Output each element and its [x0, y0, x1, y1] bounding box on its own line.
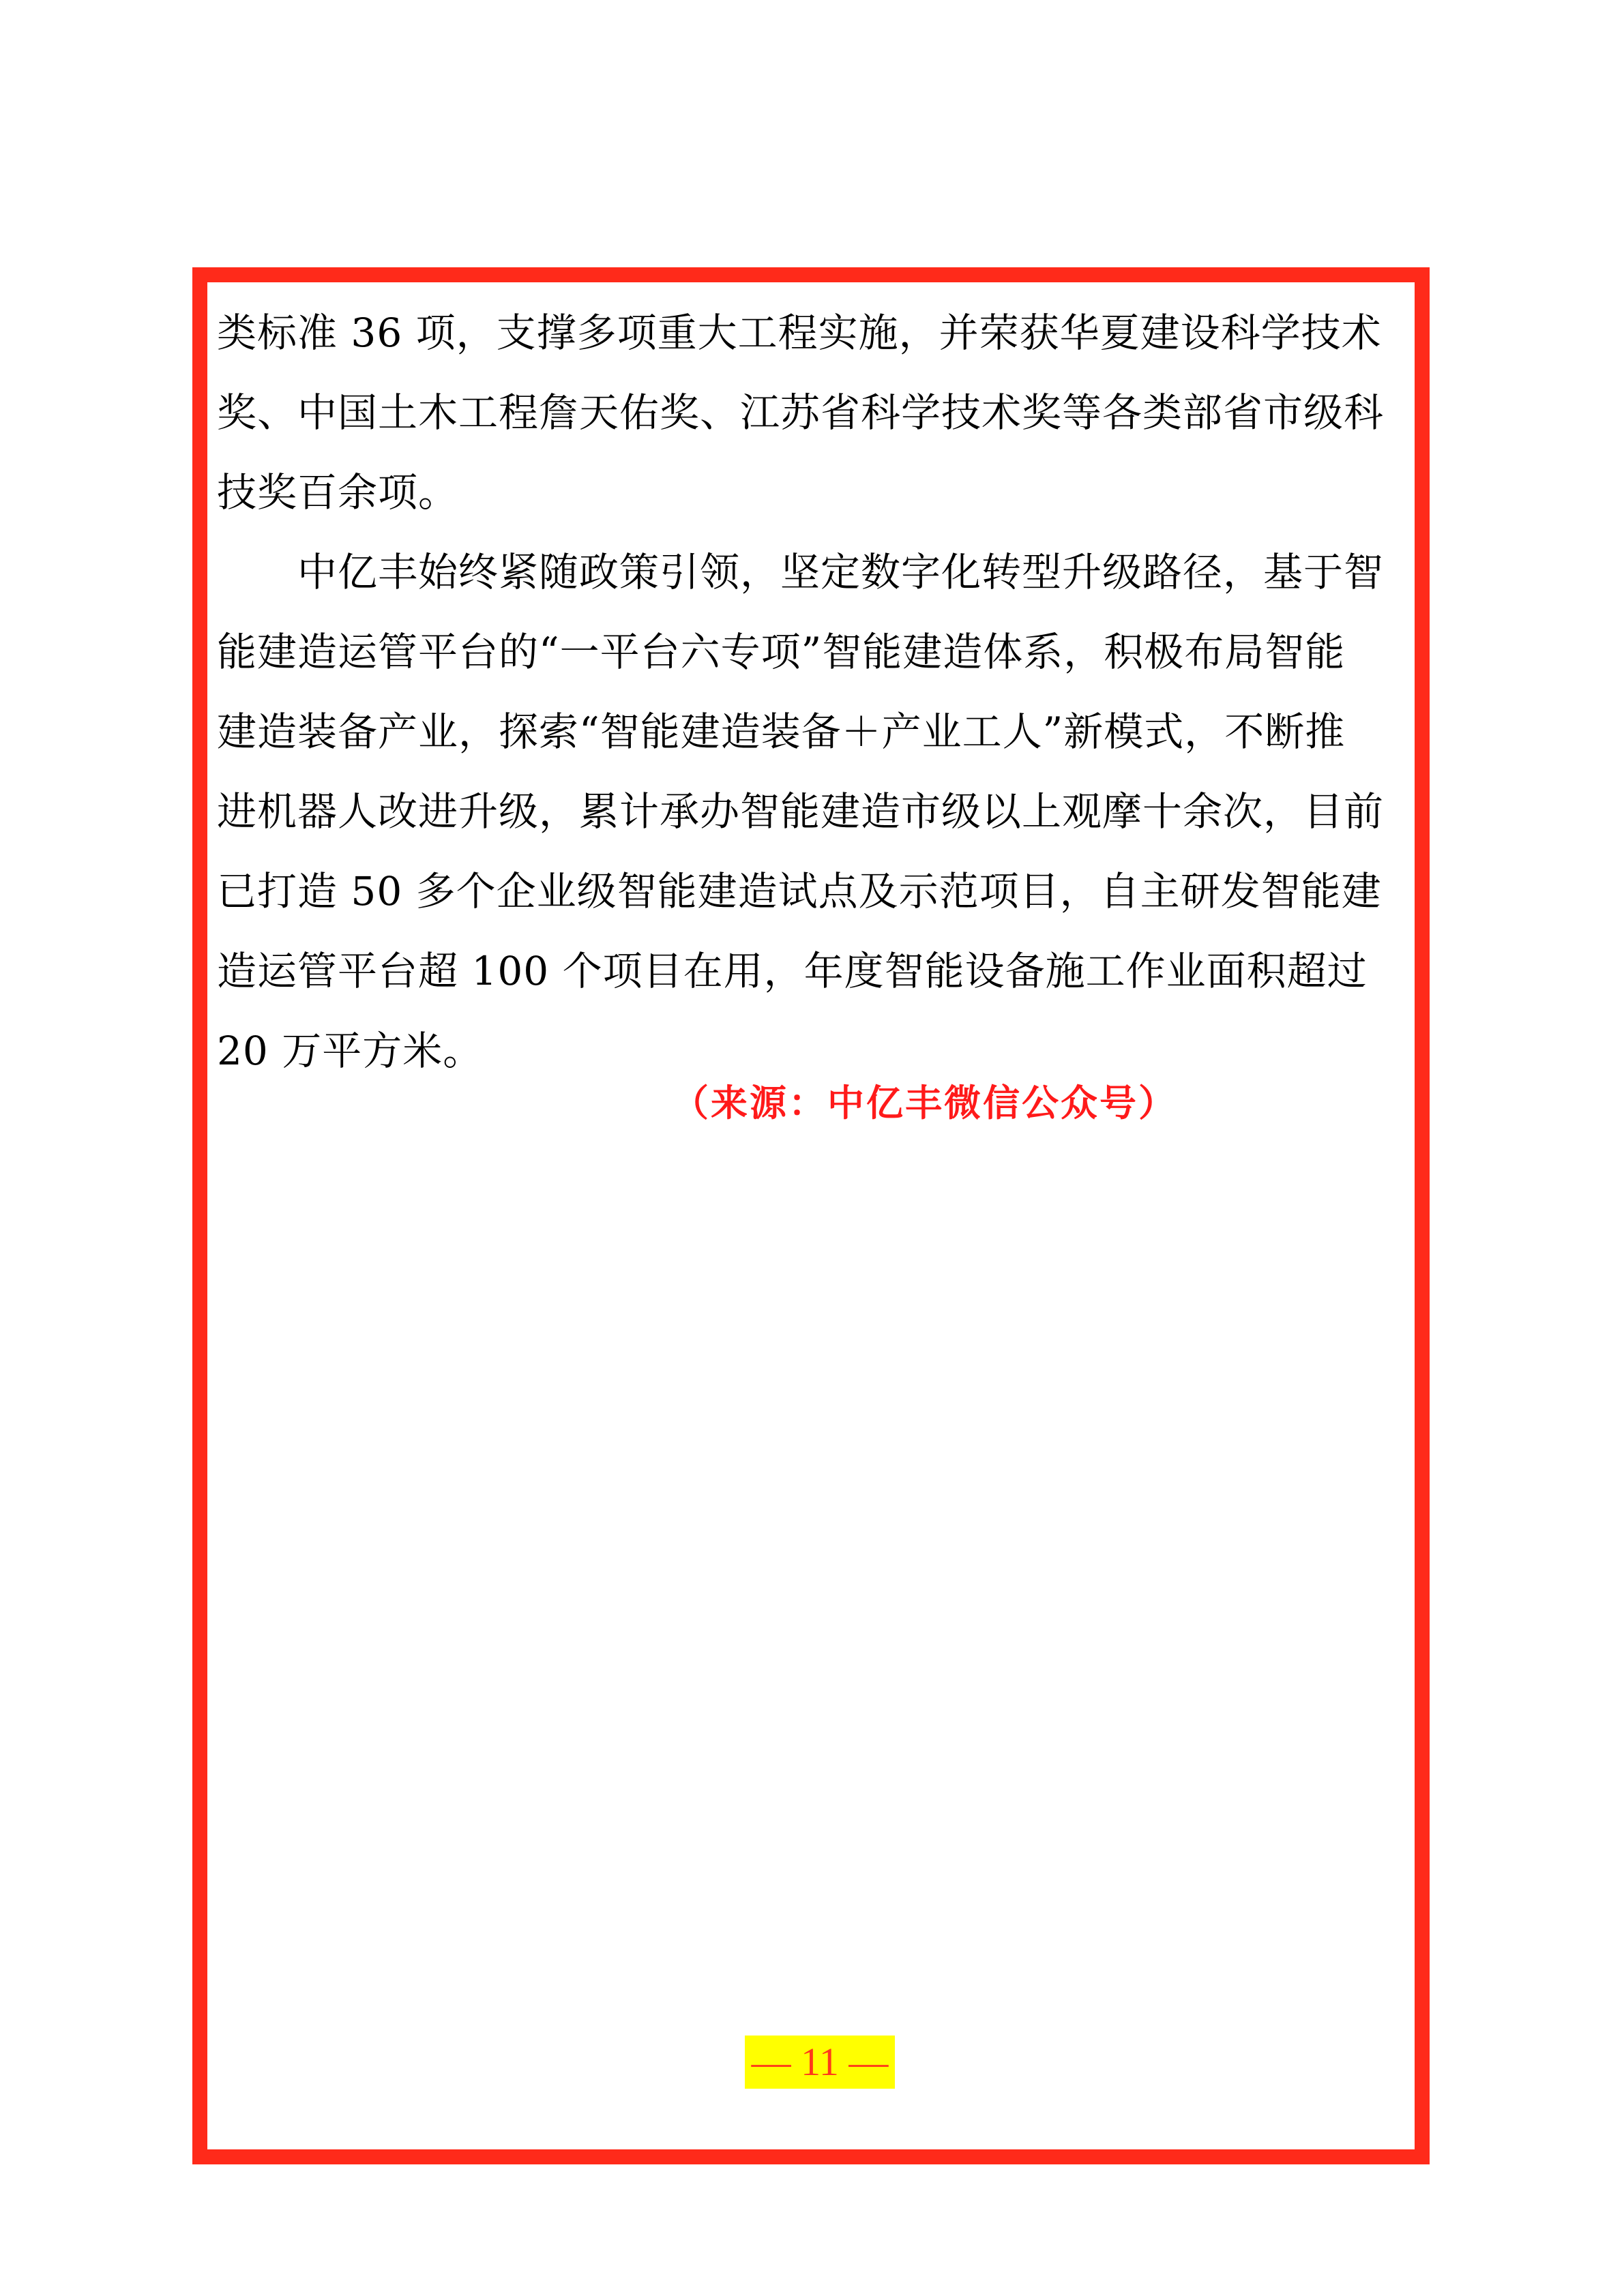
paragraph-line: 中亿丰始终紧随政策引领，坚定数字化转型升级路径，基于智 — [217, 549, 1385, 595]
document-body — [217, 293, 1411, 1091]
paragraph-line: 能建造运管平台的“一平台六专项”智能建造体系，积极布局智能 — [217, 629, 1346, 675]
paragraph-line: 20 万平方米。 — [217, 1028, 484, 1074]
paragraph-line: 造运管平台超 100 个项目在用，年度智能设备施工作业面积超过 — [217, 948, 1368, 994]
paragraph-line: 进机器人改进升级，累计承办智能建造市级以上观摩十余次，目前 — [217, 788, 1385, 835]
paragraph-line: 技奖百余项。 — [217, 469, 459, 516]
paragraph-line: 奖、中国土木工程詹天佑奖、江苏省科学技术奖等各类部省市级科 — [217, 389, 1385, 436]
paragraph-line: 类标准 36 项，支撑多项重大工程实施，并荣获华夏建设科学技术 — [217, 310, 1382, 356]
paragraph-line: 建造装备产业，探索“智能建造装备＋产业工人”新模式，不断推 — [217, 709, 1346, 755]
source-attribution: （来源：中亿丰微信公众号） — [672, 1081, 1177, 1124]
paragraph-line: 已打造 50 多个企业级智能建造试点及示范项目，自主研发智能建 — [217, 868, 1382, 914]
page-number: — 11 — — [745, 2036, 895, 2089]
